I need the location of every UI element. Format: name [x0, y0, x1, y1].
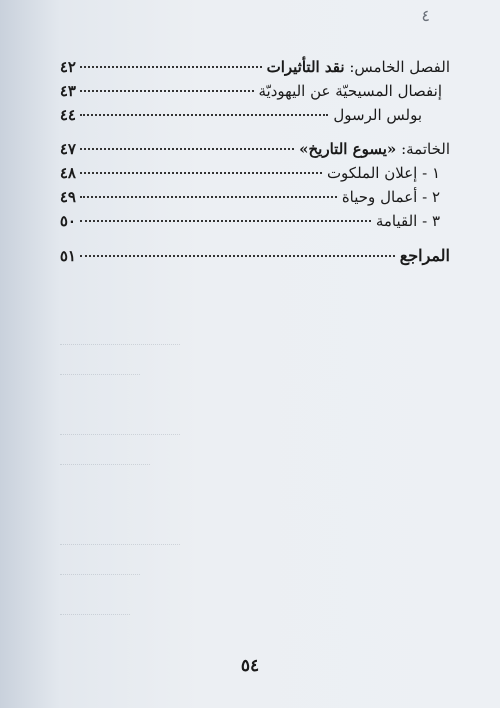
corner-mark: ٤ [421, 6, 430, 25]
dot-leader [80, 66, 262, 68]
toc-entry-title: المراجع [399, 246, 450, 265]
toc-entry-conclusion [58, 140, 450, 164]
toc-entry-works [58, 188, 450, 212]
toc-entry-page: ٤٤ [59, 106, 76, 124]
toc-entry-page: ٤٧ [59, 140, 76, 158]
toc-entry-chapter-5 [58, 58, 450, 82]
dot-leader [80, 255, 395, 257]
bleed-through-mark [60, 420, 180, 435]
toc-entry-page: ٤٨ [59, 164, 76, 182]
dot-leader [80, 90, 254, 92]
bleed-through-mark [60, 560, 140, 575]
toc-entry-title: الخاتمة: «يسوع التاريخ» [299, 140, 450, 158]
toc-entry-paul [58, 106, 450, 130]
toc-entry-references [58, 246, 450, 270]
dot-leader [80, 114, 328, 116]
toc-entry-title: بولس الرسول [333, 106, 422, 124]
toc-entry-kingdom [58, 164, 450, 188]
bleed-through-mark [60, 360, 140, 375]
toc-entry-title: الفصل الخامس: نقد التأثيرات [266, 58, 450, 76]
toc-entry-title: ٣ - القيامة [375, 212, 440, 230]
dot-leader [80, 172, 322, 174]
toc-entry-page: ٤٢ [59, 58, 76, 76]
toc-entry-separation [58, 82, 450, 106]
toc-entry-page: ٤٩ [59, 188, 76, 206]
toc-entry-page: ٥١ [59, 247, 76, 265]
toc-entry-title: إنفصال المسيحيّة عن اليهوديّة [258, 82, 442, 100]
table-of-contents [58, 58, 450, 270]
dot-leader [80, 220, 371, 222]
toc-entry-title: ١ - إعلان الملكوت [326, 164, 440, 182]
bleed-through-mark [60, 600, 130, 615]
page-number: ٥٤ [240, 656, 260, 676]
bleed-through-mark [60, 450, 150, 465]
toc-entry-resurrection [58, 212, 450, 236]
dot-leader [80, 148, 294, 150]
bleed-through-mark [60, 330, 180, 345]
toc-entry-title: ٢ - أعمال وحياة [341, 188, 440, 206]
toc-entry-page: ٥٠ [59, 212, 76, 230]
dot-leader [80, 196, 337, 198]
bleed-through-mark [60, 530, 180, 545]
toc-entry-page: ٤٣ [59, 82, 76, 100]
